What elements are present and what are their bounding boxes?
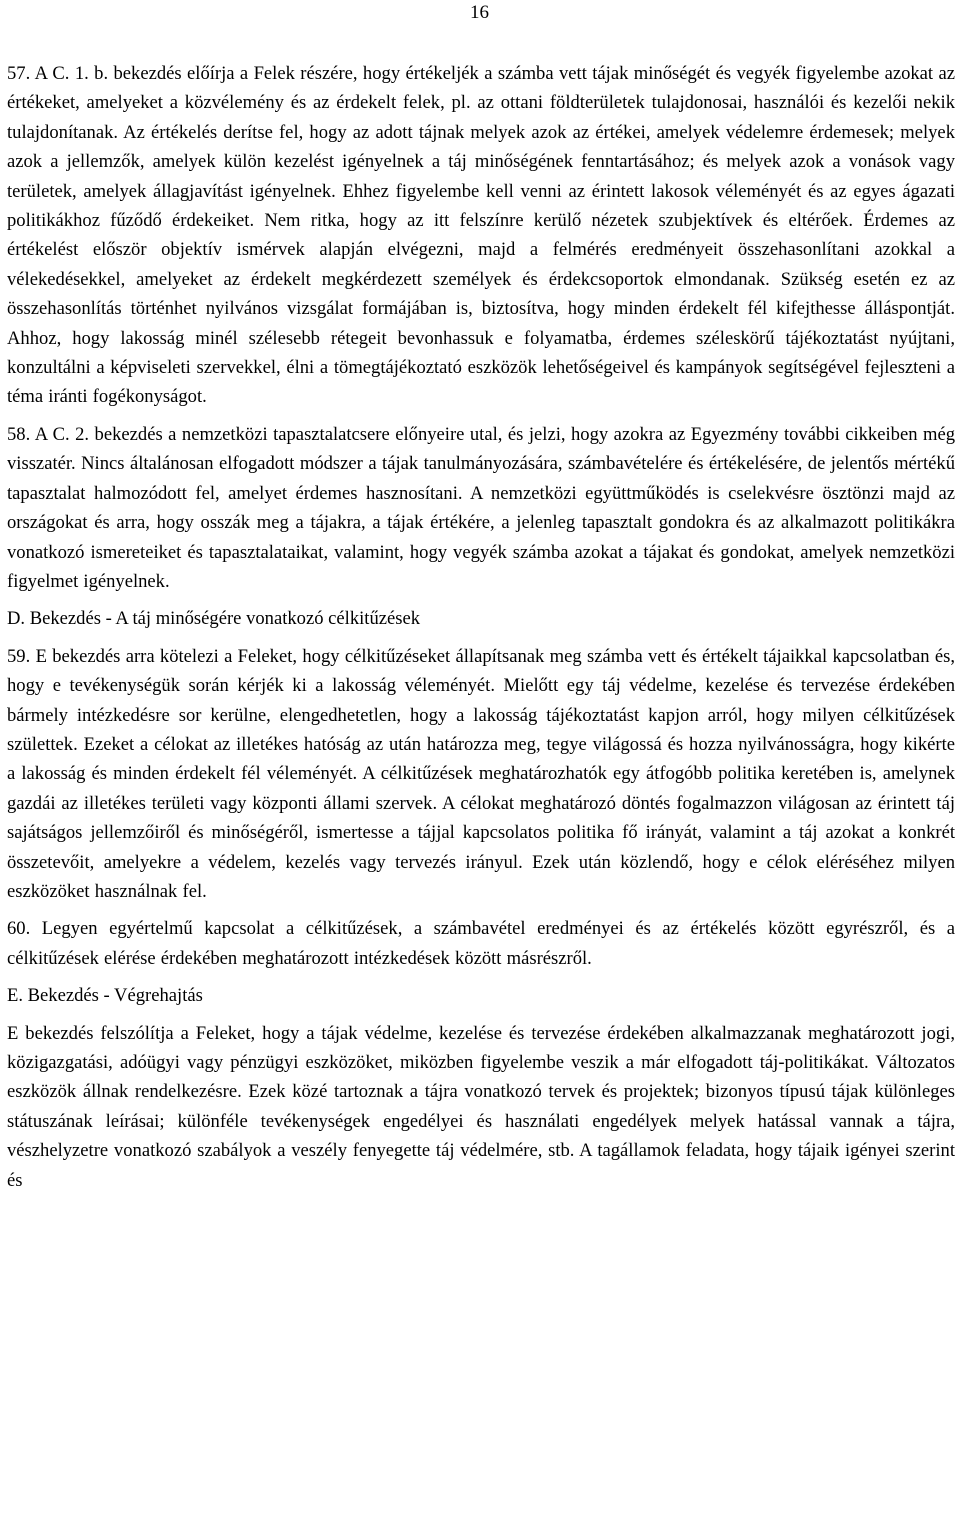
document-body bbox=[7, 59, 955, 1195]
paragraph-57: 57. A C. 1. b. bekezdés előírja a Felek részére, hogy értékeljék a számba vett tájak minőségét és vegyék figyelembe azokat az értékeket, amelyeket a közvélemény és az érdekelt felek, pl. az ottani földterületek tulajdonosai, használói és kezelői nekik tulajdonítanak. Az értékelés derítse fel, hogy az adott tájnak melyek azok az értékei, amelyek védelemre érdemesek; melyek azok a jellemzők, amelyek külön kezelést igényelnek a táj minőségének fenntartásához; és melyek azok a vonások vagy területek, amelyek állagjavítást igényelnek. Ehhez figyelembe kell venni az érintett lakosok véleményét és az egyes ágazati politikákhoz fűződő érdekeiket. Nem ritka, hogy az itt felszínre kerülő nézetek szubjektívek és eltérőek. Érdemes az értékelést először objektív ismérvek alapján elvégezni, majd a felmérés eredményeit összehasonlítani azokkal a vélekedésekkel, amelyeket az érdekelt megkérdezett személyek és érdekcsoportok elmondanak. Szükség esetén ez az összehasonlítás történhet nyilvános vizsgálat formájában is, biztosítva, hogy minden érdekelt fél kifejthesse álláspontját. Ahhoz, hogy lakosság minél szélesebb rétegeit bevonhassuk e folyamatba, érdemes széleskörű tájékoztatást nyújtani, konzultálni a képviseleti szervekkel, élni a tömegtájékoztató eszközök lehetőségeivel és kampányok segítségével fejleszteni a téma iránti fogékonyságot. bbox=[7, 63, 955, 408]
section-heading-e: E. Bekezdés - Végrehajtás bbox=[7, 985, 203, 1007]
section-heading-d: D. Bekezdés - A táj minőségére vonatkozó célkitűzések bbox=[7, 608, 421, 630]
paragraph-59: 59. E bekezdés arra kötelezi a Feleket, hogy célkitűzéseket állapítsanak meg számba vett és értékelt tájaikkal kapcsolatban és, hogy e tevékenységük során kérjék ki a lakosság véleményét. Mielőtt egy táj védelme, kezelése és tervezése érdekében bármely intézkedésre sor kerülne, elengedhetetlen, hogy a lakosság tájékoztatást kapjon arról, hogy milyen célkitűzések születtek. Ezeket a célokat az illetékes hatóság az után határozza meg, tegye világossá és hozza nyilvánosságra, hogy kikérte a lakosság és minden érdekelt fél véleményét. A célkitűzések meghatározhatók egy átfogóbb politika keretében is, amelynek gazdái az illetékes területi vagy központi állami szervek. A célokat meghatározó döntés fogalmazzon világosan az érintett táj sajátságos jellemzőiről és minőségéről, ismertesse a tájjal kapcsolatos politika fő irányát, valamint a táj azokat a konkrét összetevőit, amelyekre a védelem, kezelés vagy tervezés irányul. Ezek után közlendő, hogy e célok eléréséhez milyen eszközöket használnak fel. bbox=[7, 645, 955, 902]
paragraph-58: 58. A C. 2. bekezdés a nemzetközi tapasztalatcsere előnyeire utal, és jelzi, hogy azokra az Egyezmény további cikkeiben még visszatér. Nincs általánosan elfogadott módszer a tájak tanulmányozására, számbavételére és értékelésére, de jelentős mértékű tapasztalat halmozódott fel, amelyet érdemes hasznosítani. A nemzetközi együttműködés is cselekvésre ösztönzi majd az országokat és arra, hogy osszák meg a tájakra, a tájak értékére, a jelenleg tapasztalt gondokra és az alkalmazott politikákra vonatkozó ismereteiket és tapasztalataikat, valamint, hogy vegyék számba azokat a tájakat és gondokat, amelyek nemzetközi figyelmet igényelnek. bbox=[7, 423, 955, 592]
paragraph-60: 60. Legyen egyértelmű kapcsolat a célkitűzések, a számbavétel eredményei és az értékelés között egyrészről, és a célkitűzések elérése érdekében meghatározott intézkedések között másrészről. bbox=[7, 918, 955, 969]
page-number: 16 bbox=[470, 2, 489, 23]
paragraph-implementation: E bekezdés felszólítja a Feleket, hogy a tájak védelme, kezelése és tervezése érdekében alkalmazzanak meghatározott jogi, közigazgatási, adóügyi vagy pénzügyi eszközöket, miközben figyelembe veszik a már elfogadott táj-politikákat. Változatos eszközök állnak rendelkezésre. Ezek közé tartoznak a tájra vonatkozó tervek és projektek; bizonyos típusú tájak különleges státuszának leírásai; különféle tevékenységek engedélyei és használati engedélyek melyek hatással vannak a tájra, vészhelyzetre vonatkozó szabályok a veszély fenyegette táj védelmére, stb. A tagállamok feladata, hogy tájaik igényei szerint és bbox=[7, 1022, 955, 1191]
